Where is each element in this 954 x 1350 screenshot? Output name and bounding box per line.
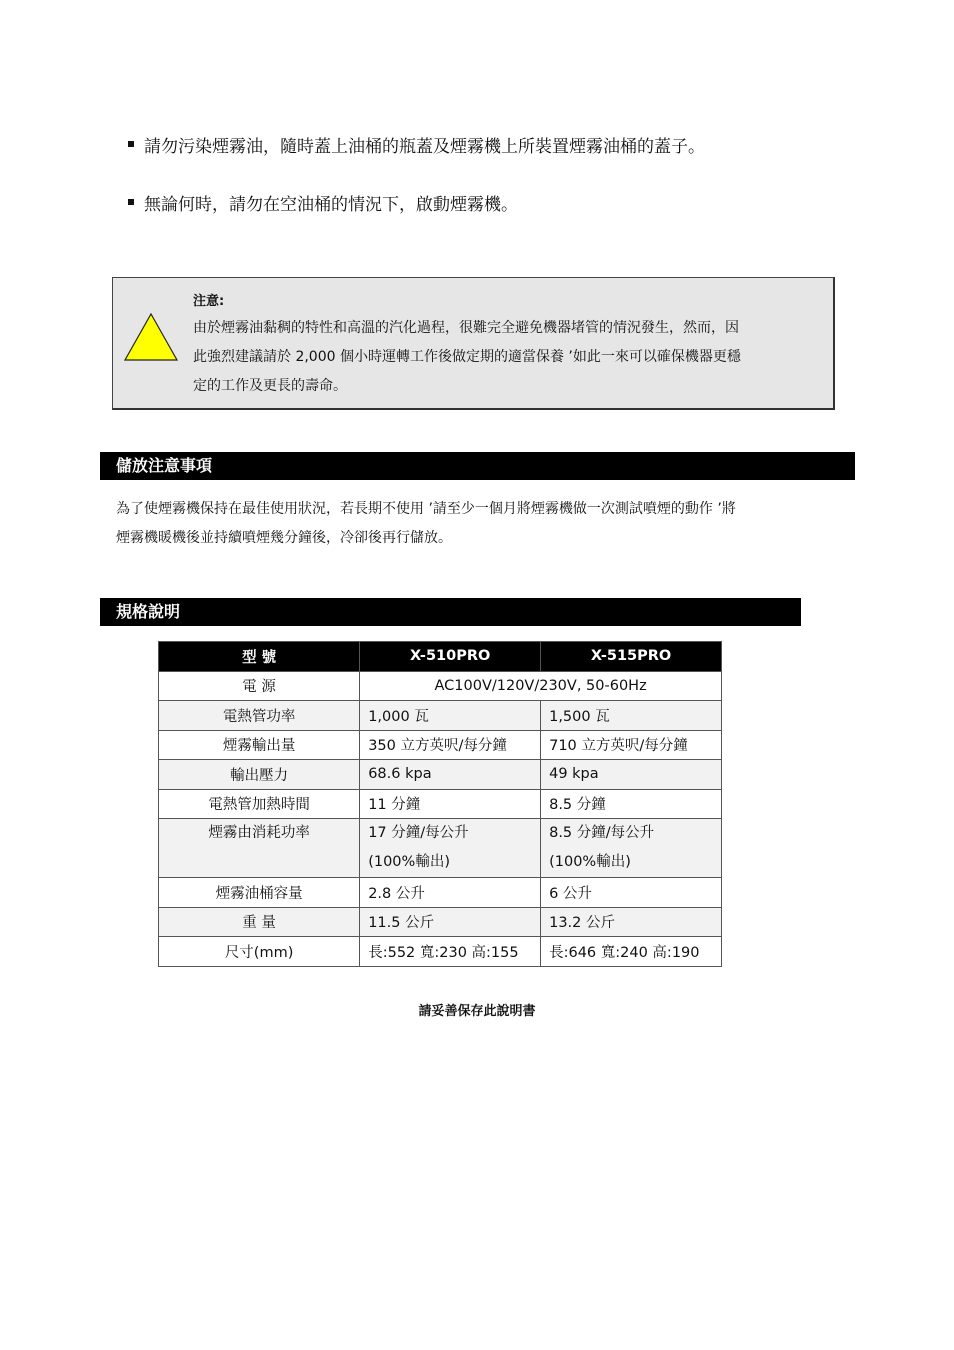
cell-value: 350 立方英呎/每分鐘	[360, 730, 541, 760]
row-label: 電 源	[159, 671, 360, 701]
table-row	[159, 907, 722, 937]
list-item	[128, 186, 888, 218]
caution-line: 此強烈建議請於 2,000 個小時運轉工作後做定期的適當保養 ’如此一來可以確保機器更穩	[193, 349, 741, 365]
cell-value	[360, 819, 541, 878]
table-row	[159, 819, 722, 878]
cell-value: 長:646 寬:240 高:190	[541, 937, 722, 967]
row-label: 尺寸(mm)	[159, 937, 360, 967]
header-model-1: X-510PRO	[360, 642, 541, 672]
spec-table	[158, 641, 722, 967]
cell-value: 68.6 kpa	[360, 760, 541, 790]
header-model-2: X-515PRO	[541, 642, 722, 672]
table-row	[159, 789, 722, 819]
cell-value: 710 立方英呎/每分鐘	[541, 730, 722, 760]
storage-line: 煙霧機暖機後並持續噴煙幾分鐘後，冷卻後再行儲放。	[116, 530, 452, 546]
bullet-icon	[128, 141, 134, 147]
cell-value: 13.2 公斤	[541, 907, 722, 937]
table-row	[159, 701, 722, 731]
row-label: 重 量	[159, 907, 360, 937]
cell-value: 8.5 分鐘	[541, 789, 722, 819]
cell-value: 1,500 瓦	[541, 701, 722, 731]
cell-value: 6 公升	[541, 878, 722, 908]
bullet-text: 無論何時，請勿在空油桶的情況下，啟動煙霧機。	[144, 194, 518, 215]
table-row	[159, 760, 722, 790]
cell-line: (100%輸出)	[368, 854, 450, 870]
row-label: 電熱管功率	[159, 701, 360, 731]
table-row	[159, 878, 722, 908]
list-item	[128, 128, 888, 160]
caution-title: 注意:	[193, 294, 225, 309]
caution-line: 由於煙霧油黏稠的特性和高溫的汽化過程，很難完全避免機器堵管的情況發生，然而，因	[193, 320, 739, 336]
cell-value: 11.5 公斤	[360, 907, 541, 937]
storage-line: 為了使煙霧機保持在最佳使用狀況，若長期不使用 ’請至少一個月將煙霧機做一次測試噴煙的動作 ’將	[116, 501, 736, 517]
caution-box	[112, 277, 835, 410]
storage-text	[116, 495, 846, 553]
cell-line: (100%輸出)	[549, 854, 631, 870]
table-header-row	[159, 642, 722, 672]
bullet-text: 請勿污染煙霧油，隨時蓋上油桶的瓶蓋及煙霧機上所裝置煙霧油桶的蓋子。	[144, 136, 705, 157]
cell-value: 49 kpa	[541, 760, 722, 790]
row-label: 電熱管加熱時間	[159, 789, 360, 819]
table-row	[159, 730, 722, 760]
caution-text	[193, 314, 825, 401]
cell-value: 長:552 寬:230 高:155	[360, 937, 541, 967]
warning-triangle-icon	[123, 312, 179, 362]
cell-value: 11 分鐘	[360, 789, 541, 819]
section-heading-spec: 規格說明	[100, 598, 801, 626]
section-heading-storage: 儲放注意事項	[100, 452, 855, 480]
row-label: 煙霧由消耗功率	[159, 819, 360, 878]
table-row	[159, 671, 722, 701]
bullet-list	[128, 128, 888, 244]
bullet-icon	[128, 199, 134, 205]
row-label: 煙霧輸出量	[159, 730, 360, 760]
cell-value: 2.8 公升	[360, 878, 541, 908]
power-value: AC100V/120V/230V, 50-60Hz	[360, 671, 722, 701]
row-label: 煙霧油桶容量	[159, 878, 360, 908]
cell-line: 17 分鐘/每公升	[368, 825, 469, 841]
footer-note: 請妥善保存此說明書	[418, 1004, 536, 1019]
cell-value: 1,000 瓦	[360, 701, 541, 731]
cell-value	[541, 819, 722, 878]
header-model-label: 型 號	[159, 642, 360, 672]
caution-line: 定的工作及更長的壽命。	[193, 378, 347, 394]
table-row	[159, 937, 722, 967]
row-label: 輸出壓力	[159, 760, 360, 790]
cell-line: 8.5 分鐘/每公升	[549, 825, 655, 841]
